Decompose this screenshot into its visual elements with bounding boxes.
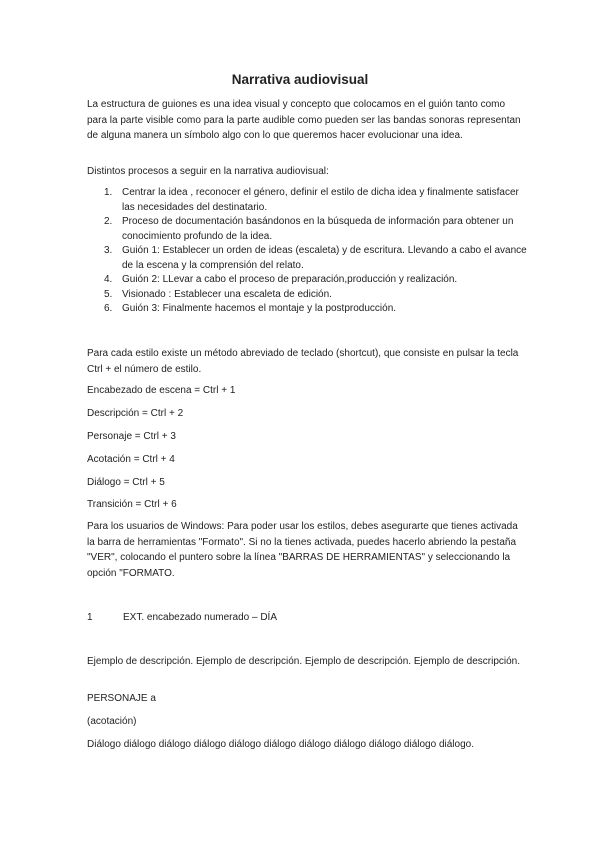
list-item-number: 1. <box>104 187 113 198</box>
description-example: Ejemplo de descripción. Ejemplo de descripción. Ejemplo de descripción. Ejemplo de descripción. <box>87 656 521 667</box>
list-item-text: Proceso de documentación basándonos en la búsqueda de información para obtener un conocimiento profundo de la idea. <box>122 216 514 242</box>
list-item-text: Guión 1: Establecer un orden de ideas (escaleta) y de escritura. Llevando a cabo el avance de la escena y la comprensión del relato. <box>122 245 527 271</box>
list-item <box>87 288 527 303</box>
scene-heading-text: EXT. encabezado numerado – DÍA <box>123 612 277 623</box>
parenthetical: (acotación) <box>87 716 137 727</box>
list-item-number: 5. <box>104 288 113 300</box>
dialogue: Diálogo diálogo diálogo diálogo diálogo diálogo diálogo diálogo diálogo diálogo diálogo. <box>87 739 474 750</box>
intro-paragraph: La estructura de guiones es una idea visual y concepto que colocamos en el guión tanto como para la parte visible como para la parte audible como pueden ser las bandas sonoras representan de alguna manera un símbolo algo con lo que queremos hacer evolucionar una idea. <box>87 99 521 141</box>
document-title: Narrativa audiovisual <box>231 72 369 87</box>
list-item-text: Centrar la idea , reconocer el género, definir el estilo de dicha idea y finalmente satisfacer las necesidades del destinatario. <box>122 187 519 213</box>
scene-number: 1 <box>87 612 93 623</box>
list-item-number: 2. <box>104 216 113 227</box>
shortcut-intro: Para cada estilo existe un método abreviado de teclado (shortcut), que consiste en pulsar la tecla Ctrl + el número de estilo. <box>87 348 519 375</box>
shortcut-line: Acotación = Ctrl + 4 <box>87 454 175 465</box>
processes-heading: Distintos procesos a seguir en la narrativa audiovisual: <box>87 166 329 177</box>
list-item-number: 6. <box>104 303 113 314</box>
list-item-number: 3. <box>104 245 113 256</box>
windows-note: Para los usuarios de Windows: Para poder usar los estilos, debes asegurarte que tienes activada la barra de herramientas "Formato". Si no la tienes activada, puedes hacerlo abriendo la pestaña "VER", colocando el puntero sobre la línea "BARRAS DE HERRAMIENTAS" y seleccionando la opción "FORMATO. <box>87 521 518 579</box>
list-item <box>87 302 527 317</box>
list-item-number: 4. <box>104 274 113 285</box>
character-name: PERSONAJE a <box>87 693 156 704</box>
shortcut-line: Transición = Ctrl + 6 <box>87 499 177 510</box>
shortcut-line: Personaje = Ctrl + 3 <box>87 431 176 442</box>
list-item <box>87 186 527 215</box>
shortcut-line: Encabezado de escena = Ctrl + 1 <box>87 385 236 396</box>
list-item-text: Guión 3: Finalmente hacemos el montaje y la postproducción. <box>122 303 397 314</box>
shortcut-line: Diálogo = Ctrl + 5 <box>87 477 165 488</box>
list-item <box>87 273 527 288</box>
shortcut-line: Descripción = Ctrl + 2 <box>87 408 184 419</box>
list-item <box>87 215 527 244</box>
list-item <box>87 244 527 273</box>
processes-list <box>87 186 527 317</box>
list-item-text: Guión 2: LLevar a cabo el proceso de preparación,producción y realización. <box>122 274 458 285</box>
list-item-text: Visionado : Establecer una escaleta de edición. <box>122 288 332 300</box>
